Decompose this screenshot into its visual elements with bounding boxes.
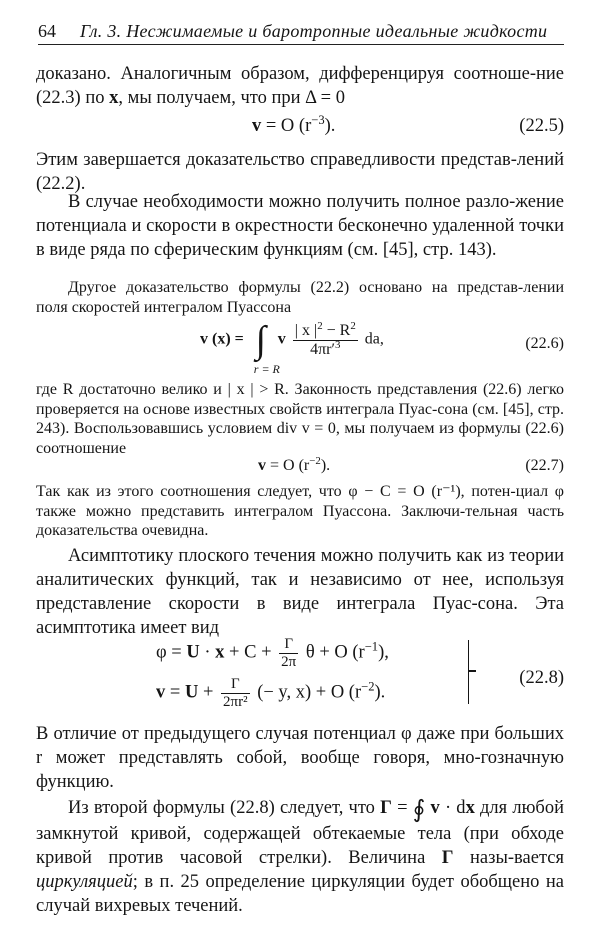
paragraph-2: Этим завершается доказательство справедливости представ-лений (22.2). xyxy=(36,150,564,194)
equation-number: (22.5) xyxy=(519,116,564,136)
running-title: Гл. 3. Несжимаемые и баротропные идеальные жидкости xyxy=(80,21,548,41)
equation-22-8-line-2: v = U + $\frac{\Gamma}{\text{2πr²}}$ (− y, x) + O $(r^{-2})$. xyxy=(156,676,386,710)
paragraph-9: Из второй формулы (22.8) следует, что Γ = ∮ v · dx для любой замкнутой кривой, содержащей обтекаемые тела (при обходе кривой против часовой стрелки). Величина Γ назы-вается циркуляцией; в п. 25 определение циркуляции будет обобщено на случай вихревых течений. xyxy=(36,797,564,916)
paragraph-7: Асимптотику плоского течения можно получить как из теории аналитических функций, так и независимо от нее, используя представление скорости в виде интеграла Пуас-сона. Эта асимптотика имеет вид xyxy=(36,546,564,638)
page-number: 64 xyxy=(38,21,56,41)
paragraph-3: В случае необходимости можно получить полное разло-жение потенциала и скорости в окрестности бесконечно удаленной точки в виде ряда по сферическим функциям (см. [45], стр. 143). xyxy=(36,192,564,260)
equation-22-6: v (x) = ∫ r = R v $\frac{| x |^2 - R^2}{4\pi r'^3}$ da, (22.6) xyxy=(200,319,564,376)
equation-number: (22.8) xyxy=(519,668,564,688)
equation-22-5: v = O $(r^{-3})$. (22.5) xyxy=(252,113,564,136)
equation-number: (22.7) xyxy=(525,457,564,474)
paragraph-4: Другое доказательство формулы (22.2) основано на представ-лении поля скоростей интегралом Пуассона xyxy=(36,279,564,316)
paragraph-8: В отличие от предыдущего случая потенциал φ даже при больших r может представлять собой, вообще говоря, мно-гозначную функцию. xyxy=(36,724,564,792)
paragraph-6: Так как из этого соотношения следует, что φ − C = O (r⁻¹), потен-циал φ также можно представить интегралом Пуассона. Заключи-тельная часть доказательства очевидна. xyxy=(36,483,564,539)
running-header xyxy=(38,18,564,45)
equation-22-8 xyxy=(0,636,600,712)
paragraph-5: где R достаточно велико и | x | > R. Законность представления (22.6) легко проверяется на основе известных свойств интеграла Пуас-сона (см. [45], стр. 243). Воспользовавшись условием div v = 0, мы получаем из формулы (22.6) соотношение xyxy=(36,381,564,457)
equation-22-8-line-1: φ = U · x + C + $\frac{\Gamma}{2\pi}$ θ + O $(r^{-1})$, xyxy=(156,636,389,670)
equation-brace xyxy=(456,640,469,704)
equation-22-7: v = O $(r^{-2})$. (22.7) xyxy=(258,455,564,474)
paragraph-1: доказано. Аналогичным образом, дифференцируя соотноше-ние (22.3) по x, мы получаем, что при Δ = 0 xyxy=(36,64,564,108)
equation-number: (22.6) xyxy=(525,335,564,352)
